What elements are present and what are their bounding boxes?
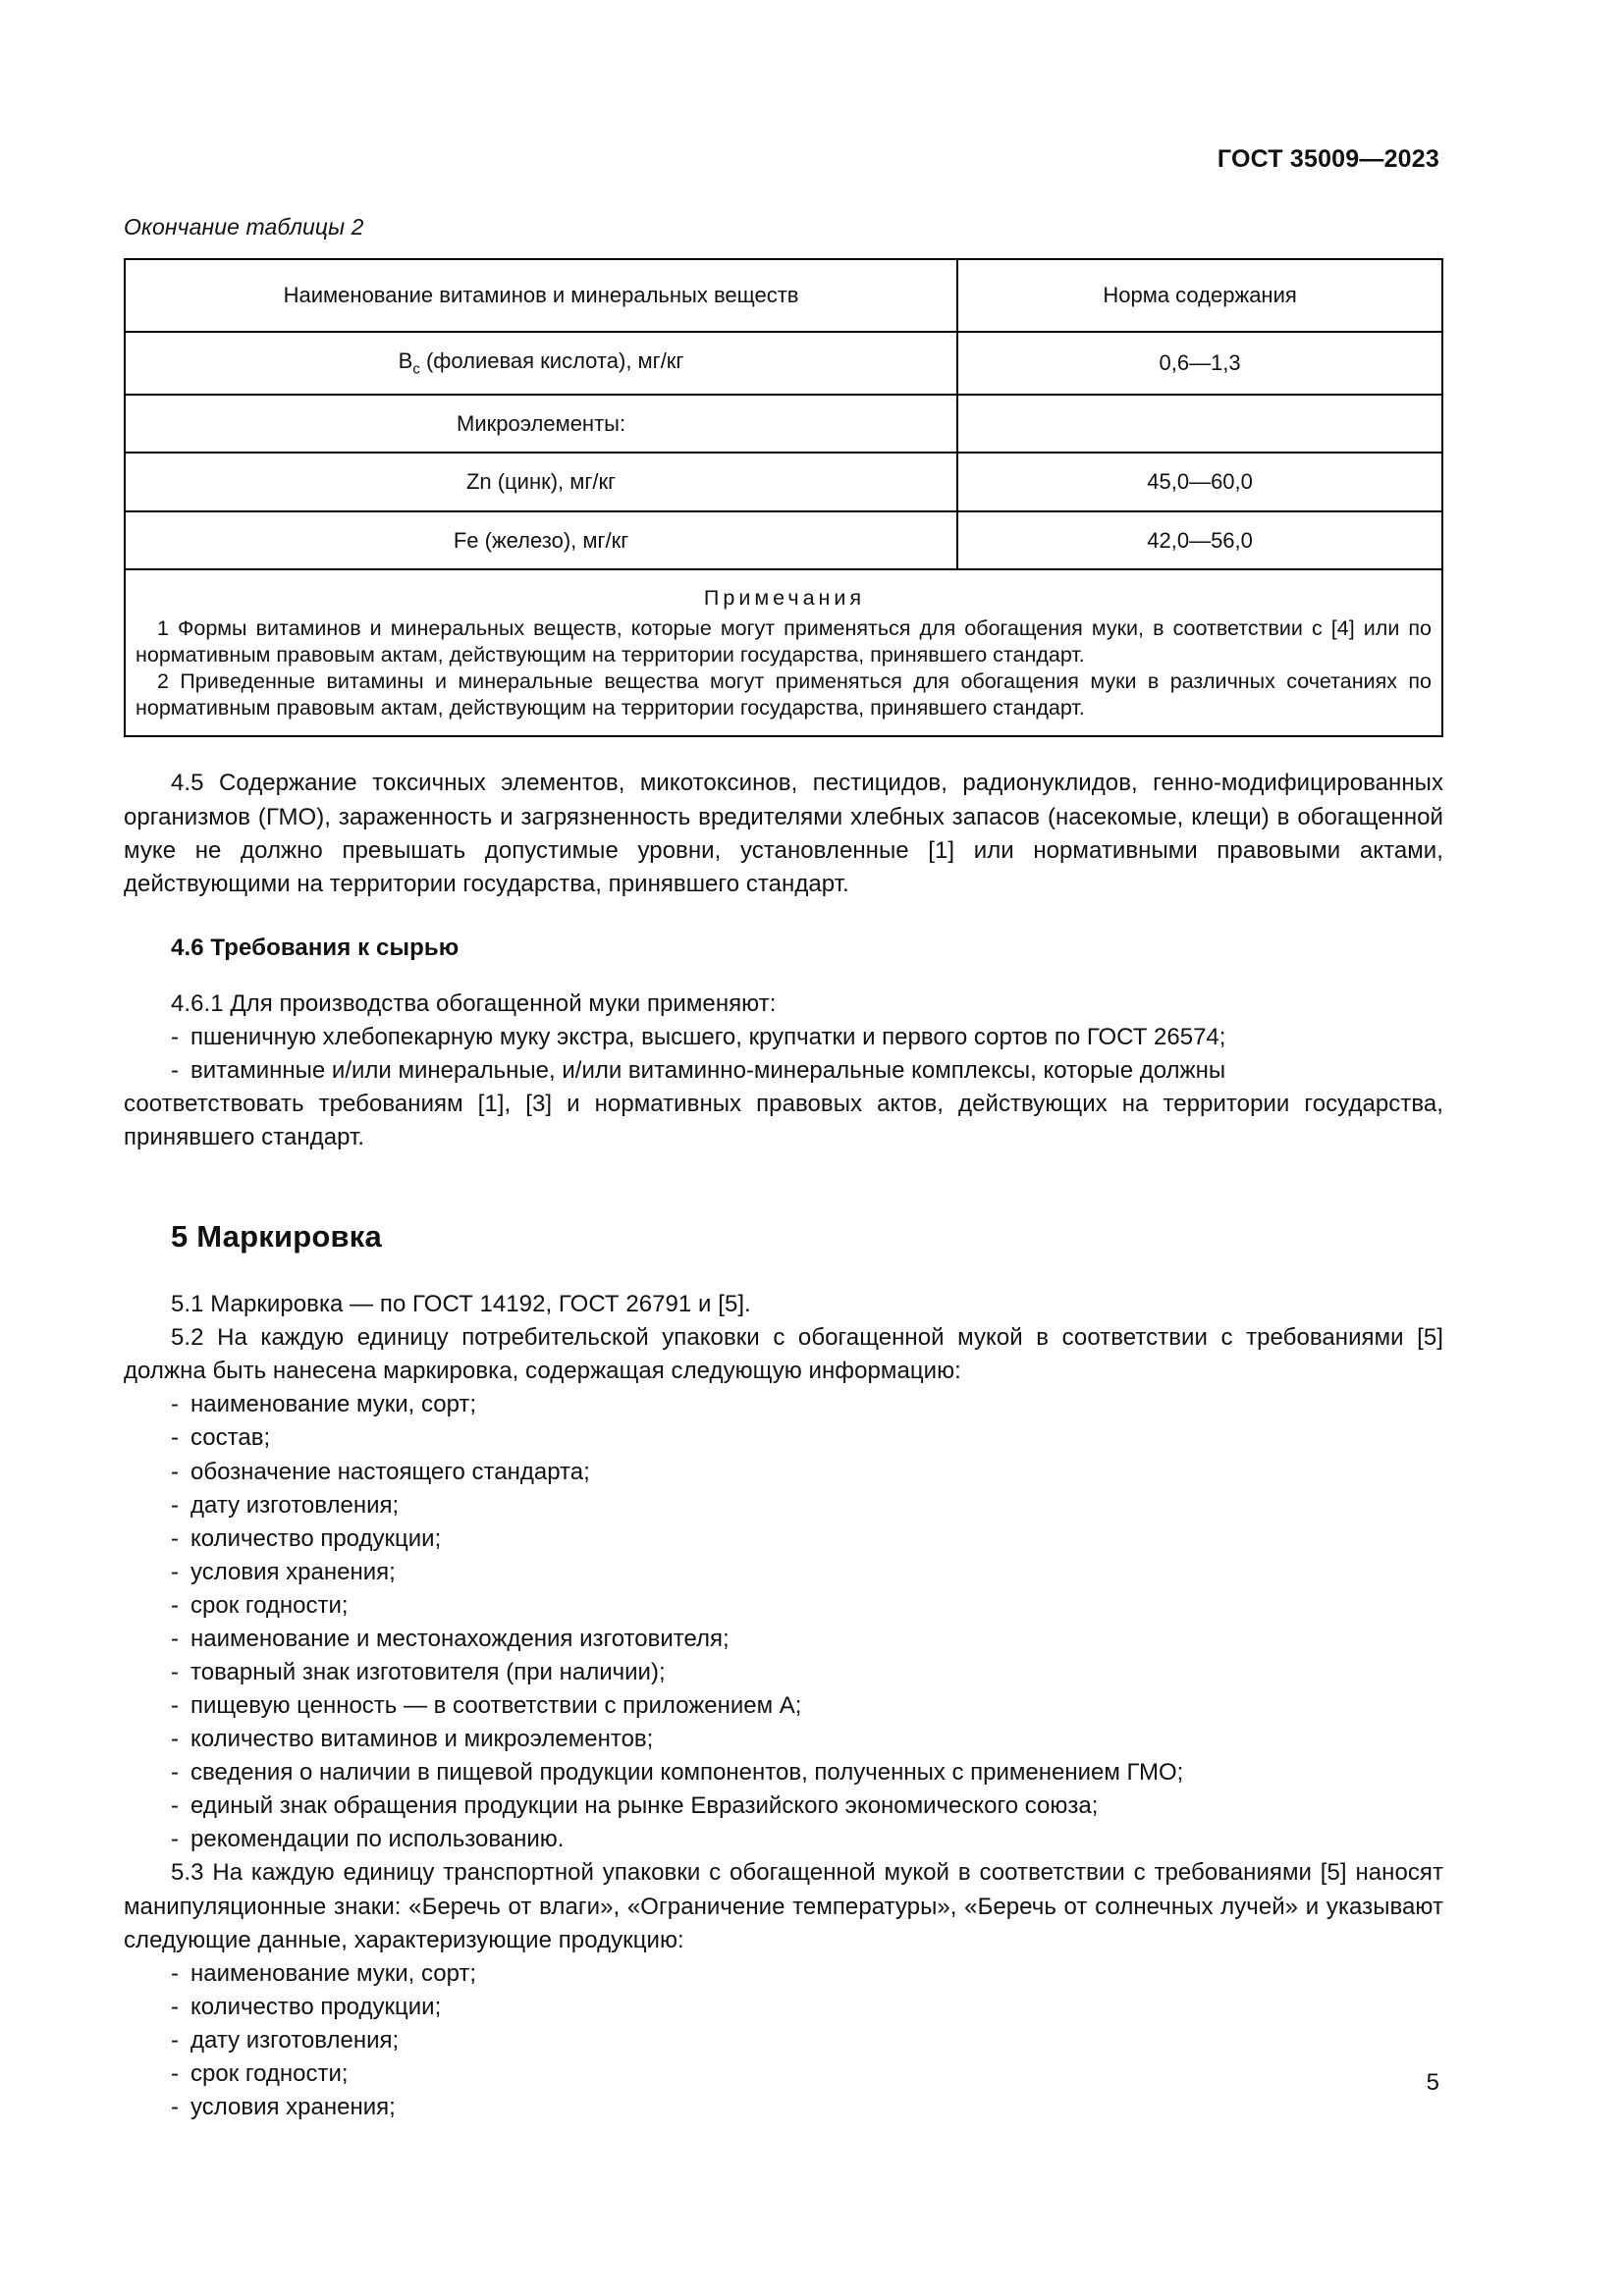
heading-4-6: 4.6 Требования к сырью bbox=[171, 934, 460, 961]
list-item: - пшеничную хлебопекарную муку экстра, высшего, крупчатки и первого сортов по ГОСТ 26574; bbox=[124, 1021, 1443, 1054]
list-item: - пищевую ценность — в соответствии с приложением А; bbox=[124, 1689, 1443, 1723]
list-item: - единый знак обращения продукции на рынке Евразийского экономического союза; bbox=[124, 1789, 1443, 1823]
list-item: - сведения о наличии в пищевой продукции компонентов, полученных с применением ГМО; bbox=[124, 1756, 1443, 1789]
paragraph-5-2: 5.2 На каждую единицу потребительской упаковки с обогащенной мукой в соответствии с требованиями [5] должна быть нанесена маркировка, содержащая следующую информацию: bbox=[124, 1324, 1443, 1385]
list-item: - наименование муки, сорт; bbox=[124, 1388, 1443, 1421]
vitamin-symbol: В bbox=[398, 347, 413, 373]
page-content bbox=[124, 214, 1443, 2124]
paragraph-5-1: 5.1 Маркировка — по ГОСТ 14192, ГОСТ 26791 и [5]. bbox=[171, 1291, 751, 1318]
heading-section-5: 5 Маркировка bbox=[171, 1219, 382, 1255]
table-caption: Окончание таблицы 2 bbox=[124, 214, 364, 240]
cell-substance-name: Zn (цинк), мг/кг bbox=[125, 453, 957, 511]
list-item: - количество продукции; bbox=[124, 1522, 1443, 1556]
vitamin-subscript: с bbox=[412, 359, 420, 377]
list-item: - условия хранения; bbox=[124, 2091, 1443, 2124]
note-item: 1 Формы витаминов и минеральных веществ, которые могут применяться для обогащения муки, в соответствии с [4] или по нормативным правовым актам, действующим на территории государства, принявшего стандарт. bbox=[135, 615, 1432, 667]
note-item: 2 Приведенные витамины и минеральные вещества могут применяться для обогащения муки в различных сочетаниях по нормативным правовым актам, действующим на территории государства, принявшего стандарт. bbox=[135, 668, 1432, 720]
table-row bbox=[125, 453, 1442, 511]
list-item: - количество продукции; bbox=[124, 1991, 1443, 2024]
column-header-norm: Норма содержания bbox=[957, 259, 1442, 332]
list-item: - обозначение настоящего стандарта; bbox=[124, 1456, 1443, 1489]
paragraph-4-6-1-continued: соответствовать требованиям [1], [3] и нормативных правовых актов, действующих на территории государства, принявшего стандарт. bbox=[124, 1091, 1443, 1151]
paragraph-4-5: 4.5 Содержание токсичных элементов, микотоксинов, пестицидов, радионуклидов, генно-модифицированных организмов (ГМО), зараженность и загрязненность вредителями хлебных запасов (насекомые, клещи) в обогащенной муке не должно превышать допустимые уровни, установленные [1] или нормативными правовыми актами, действующими на территории государства, принявшего стандарт. bbox=[124, 770, 1443, 897]
list-item: - срок годности; bbox=[124, 2057, 1443, 2091]
list-item: - рекомендации по использованию. bbox=[124, 1823, 1443, 1856]
table-row bbox=[125, 332, 1442, 395]
cell-substance-name: Микроэлементы: bbox=[125, 395, 957, 454]
list-item: - количество витаминов и микроэлементов; bbox=[124, 1723, 1443, 1756]
table-row bbox=[125, 511, 1442, 570]
cell-norm-value: 0,6—1,3 bbox=[957, 332, 1442, 395]
list-item: - витаминные и/или минеральные, и/или витаминно-минеральные комплексы, которые должны bbox=[124, 1054, 1443, 1088]
paragraph-5-3: 5.3 На каждую единицу транспортной упаковки с обогащенной мукой в соответствии с требованиями [5] наносят манипуляционные знаки: «Беречь от влаги», «Ограничение температуры», «Беречь от солнечных лучей» и указывают следующие данные, характеризующие продукцию: bbox=[124, 1859, 1443, 1953]
cell-substance-name bbox=[125, 332, 957, 395]
vitamin-name-rest: (фолиевая кислота), мг/кг bbox=[419, 347, 684, 373]
table-header-row bbox=[125, 259, 1442, 332]
cell-substance-name: Fe (железо), мг/кг bbox=[125, 511, 957, 570]
list-item: - наименование и местонахождения изготовителя; bbox=[124, 1623, 1443, 1656]
list-item: - товарный знак изготовителя (при наличии); bbox=[124, 1656, 1443, 1689]
list-item: - срок годности; bbox=[124, 1589, 1443, 1623]
table-notes bbox=[125, 569, 1442, 736]
list-5-2 bbox=[124, 1388, 1443, 1856]
column-header-name: Наименование витаминов и минеральных веществ bbox=[125, 259, 957, 332]
list-item: - наименование муки, сорт; bbox=[124, 1957, 1443, 1991]
page-number: 5 bbox=[1426, 2069, 1439, 2096]
table-notes-row bbox=[125, 569, 1442, 736]
cell-norm-value bbox=[957, 395, 1442, 454]
cell-norm-value: 45,0—60,0 bbox=[957, 453, 1442, 511]
list-item: - дату изготовления; bbox=[124, 1489, 1443, 1522]
vitamins-minerals-table bbox=[124, 258, 1443, 737]
cell-norm-value: 42,0—56,0 bbox=[957, 511, 1442, 570]
table-row bbox=[125, 395, 1442, 454]
list-item: - условия хранения; bbox=[124, 1556, 1443, 1589]
list-item: - дату изготовления; bbox=[124, 2024, 1443, 2057]
running-header-standard-number: ГОСТ 35009—2023 bbox=[1217, 145, 1439, 173]
list-item: - состав; bbox=[124, 1421, 1443, 1455]
paragraph-4-6-1: 4.6.1 Для производства обогащенной муки применяют: bbox=[171, 989, 777, 1017]
list-4-6-1 bbox=[124, 1021, 1443, 1088]
list-5-3 bbox=[124, 1957, 1443, 2124]
notes-title: Примечания bbox=[703, 586, 866, 611]
